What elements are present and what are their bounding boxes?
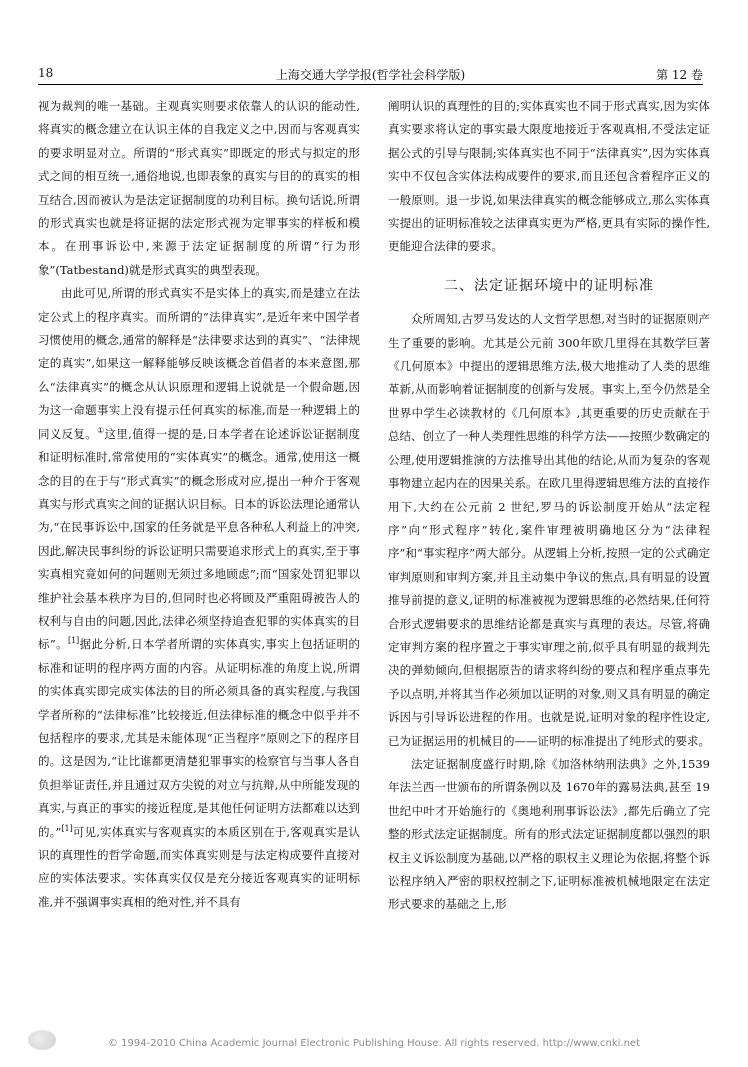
page-number: 18 — [38, 66, 54, 80]
text-run: 这里,值得一提的是,日本学者在论述诉讼证据制度和证明标准时,常常使用的“实体真实”的概念。通常,使用这一概念的目的在于与“形式真实”的概念形成对应,提出一种介于客观真实与形式真实之间的证据认识目标。日本的诉讼法理论通常认为,“在民事诉讼中,国家的任务就是平息各种私人利益上的冲突,因此,解决民事纠纷的诉讼证明只需要追求形式上的真实,至于事实真相究竟如何的问题则无须过多地顾虑”;而“国家处罚犯罪以维护社会基本秩序为目的,但同时也必将顾及严重阻碍被告人的权利与自由的问题,因此,法律必须坚持追查犯罪的实体真实的目标”。 — [38, 426, 361, 652]
citation-marker: [1] — [67, 636, 80, 646]
paragraph — [38, 282, 360, 914]
citation-marker: [1] — [61, 823, 73, 833]
text-run: 可见,实体真实与客观真实的本质区别在于,客观真实是认识的真理性的哲学命题,而实体真实则是与法定构成要件直接对应的实体法要求。实体真实仅仅是充分接近客观真实的证明标准,并不强调事实真相的绝对性,并不具有 — [38, 824, 360, 909]
copyright-footer: © 1994-2010 China Academic Journal Electronic Publishing House. All rights reserved. http://www.cnki.net — [108, 1038, 640, 1049]
section-heading: 二、法定证据环境中的证明标准 — [444, 277, 654, 294]
journal-title: 上海交通大学学报(哲学社会科学版) — [275, 68, 466, 82]
paragraph: 阐明认识的真理性的目的;实体真实也不同于形式真实,因为实体真实要求将认定的事实最大限度地接近于客观真相,不受法定证据公式的引导与限制;实体真实也不同于“法律真实”,因为实体真实中不仅包含实体法构成要件的要求,而且还包含着程序正义的一般原则。退一步说,如果法律真实的概念能够成立,那么实体真实提出的证明标准较之法律真实更为严格,更具有实际的操作性,更能迎合法律的要求。 — [388, 99, 710, 254]
paragraph: 众所周知,古罗马发达的人文哲学思想,对当时的证据原则产生了重要的影响。尤其是公元前 300年欧几里得在其数学巨著《几何原本》中提出的逻辑思维方法,极大地推动了人类的思维革新,从而影响着证据制度的创新与发展。事实上,至今仍然是全世界中学生必读教材的《几何原本》,其更重要的历史贡献在于总结、创立了一种人类理性思维的科学方法——按照少数确定的公理,使用逻辑推演的方法推导出其他的结论,从而为复杂的客观事物建立起内在的因果关系。在欧几里得逻辑思维方法的直接作用下,大约在公元前 2 世纪,罗马的诉讼制度开始从“法定程序”向“形式程序”转化,案件审理被明确地区分为“法律程序”和“事实程序”两大部分。从逻辑上分析,按照一定的公式确定审判原则和审判方案,并且主动集中争议的焦点,具有明显的设置推导前提的意义,证明的标准被视为逻辑思维的必然结果,任何符合形式逻辑要求的思维结论都是真实与真理的表达。尽管,将确定审判方案的程序置之于事实审理之前,似乎具有明显的裁判先决的弹劾倾向,但根据原告的请求将纠纷的要点和程序重点事先予以点明,并将其当作必须加以证明的对象,则又具有明显的确定诉因与引导诉讼进程的作用。也就是说,证明对象的程序性设定,已为证据运用的机械目的——证明的标准提出了纯形式的要求。 — [388, 312, 710, 748]
volume-label: 第 12 卷 — [656, 68, 703, 82]
text-run: 据此分析,日本学者所谓的实体真实,事实上包括证明的标准和证明的程序两方面的内容。从证明标准的角度上说,所谓的实体真实即完成实体法的目的所必须具备的真实程度,与我国学者所称的“法律标准”比较接近,但法律标准的概念中似乎并不包括程序的要求,尤其是未能体现“正当程序”原则之下的程序目的。这是因为,“让比谁都更清楚犯罪事实的检察官与当事人各自负担举证责任,并且通过双方尖锐的对立与抗辩,从中所能发现的真实,与真正的事实的接近程度,是其他任何证明方法都难以达到的。” — [38, 637, 360, 839]
running-header — [38, 62, 703, 85]
right-column — [388, 95, 710, 917]
left-column — [38, 95, 360, 914]
footnote-marker: ① — [97, 425, 105, 435]
paragraph: 法定证据制度盛行时期,除《加洛林纳刑法典》之外,1539 年法兰西一世颁布的所谓条例以及 1670年的露易法典,甚至 19 世纪中叶才开始施行的《奥地利刑事诉讼法》,都先后确立了完整的形式法定证据制度。所有的形式法定证据制度都以强烈的职权主义诉讼制度为基础,以严格的职权主义理论为依据,将整个诉讼程序纳入严密的职权控制之下,证明标准被机械地限定在法定形式要求的基础之上,形 — [388, 756, 710, 912]
paragraph: 视为裁判的唯一基础。主观真实则要求依靠人的认识的能动性,将真实的概念建立在认识主体的自我定义之中,因而与客观真实的要求明显对立。所谓的“形式真实”即既定的形式与拟定的形式之间的相互统一,通俗地说,也即表象的真实与目的的真实的相互结合,因而被认为是法定证据制度的功利目标。换句话说,所谓的形式真实也就是将证据的法定形式视为定罪事实的样板和模本。在刑事诉讼中,来源于法定证据制度的所谓“行为形象”(Tatbestand)就是形式真实的典型表现。 — [38, 99, 360, 277]
text-run: 由此可见,所谓的形式真实不是实体上的真实,而是建立在法定公式上的程序真实。而所谓的“法律真实”,是近年来中国学者习惯使用的概念,通常的解释是“法律要求达到的真实”、“法律规定的真实”,如果这一解释能够反映该概念首倡者的本来意图,那么“法律真实”的概念从认识原理和逻辑上说就是一个假命题,因为这一命题事实上没有提示任何真实的标准,而是一种逻辑上的同义反复。 — [38, 286, 360, 441]
